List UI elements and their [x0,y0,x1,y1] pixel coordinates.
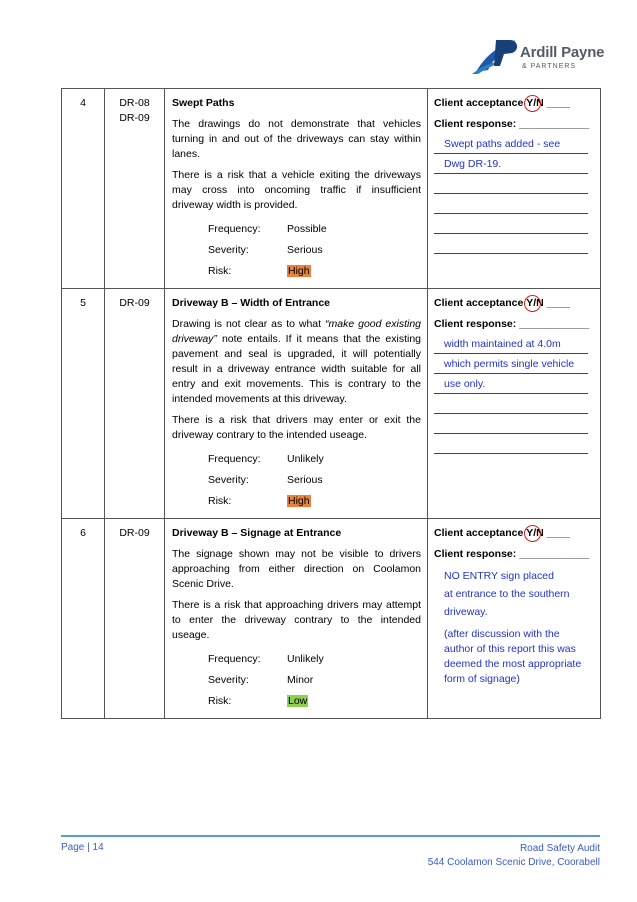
client-acceptance: Client acceptance Y /N ____ [434,526,594,541]
response-lines [434,134,594,254]
item-description [165,89,428,289]
risk-row: Risk: High [208,495,310,507]
item-paragraph: There is a risk that a vehicle exiting the driveways may cross into oncoming traffic if insufficient driveway width is provided. [172,169,421,211]
severity-row: Severity: Serious [208,240,421,261]
acceptance-yes-circled: Y [526,526,533,541]
page-number: Page | 14 [61,842,104,853]
logo-sub: & PARTNERS [522,63,577,70]
response-line: width maintained at 4.0m [434,334,588,354]
item-paragraph: The signage shown may not be visible to drivers approaching from either direction on Coolamon Scenic Drive. [172,548,421,590]
table-row [62,89,601,289]
site-address: 544 Coolamon Scenic Drive, Coorabell [427,857,600,868]
table-row [62,519,601,719]
logo-mark-icon [470,36,522,76]
client-response-cell [428,289,601,519]
response-line: which permits single vehicle [434,354,588,374]
item-paragraph: There is a risk that approaching drivers may attempt to enter the driveway contrary to the intended useage. [172,599,421,641]
client-acceptance: Client acceptance Y /N ____ [434,96,594,111]
drawing-ref: DR-09 [119,527,150,539]
severity-row: Severity: Minor [208,670,421,691]
item-number: 6 [62,519,105,719]
item-paragraph: There is a risk that drivers may enter or exit the driveway contrary to the intended useage. [172,414,421,441]
item-description [165,519,428,719]
risk-value: High [288,495,310,507]
response-lines [434,334,594,454]
drawing-refs [105,519,165,719]
client-response-label: Client response: ____________ [434,118,590,130]
response-line [434,394,588,414]
response-line [434,214,588,234]
item-number: 4 [62,89,105,289]
response-line: Dwg DR-19. [434,154,588,174]
item-description [165,289,428,519]
drawing-ref: DR-09 [119,297,150,309]
risk-value: High [288,265,310,277]
company-logo [470,36,605,76]
frequency-value: Possible [287,223,327,235]
severity-row: Severity: Serious [208,470,421,491]
client-acceptance: Client acceptance Y /N ____ [434,296,594,311]
frequency-row: Frequency: Unlikely [208,449,421,470]
item-paragraph: The drawings do not demonstrate that vehicles turning in and out of the driveways can stay within lanes. [172,118,421,160]
item-title: Driveway B – Width of Entrance [172,297,331,309]
response-line [434,194,588,214]
response-line: Swept paths added - see [434,134,588,154]
response-line [434,414,588,434]
drawing-refs [105,289,165,519]
severity-value: Serious [287,474,323,486]
frequency-row: Frequency: Possible [208,219,421,240]
client-response-label: Client response: ____________ [434,318,590,330]
item-paragraph: Drawing is not clear as to what “make good existing driveway” note entails. If it means that the existing pavement and seal is upgraded, it will potentially result in a driveway entrance width suitable for all entry and exit movements. This is contrary to the intended movements at this driveway. [172,318,421,405]
client-response-note: (after discussion with the author of this report this was deemed the most appropriate form of signage) [444,628,582,685]
item-title: Driveway B – Signage at Entrance [172,527,342,539]
response-line [434,174,588,194]
drawing-refs [105,89,165,289]
footer-info [428,842,600,870]
logo-name: Ardill Payne [520,44,605,61]
item-number: 5 [62,289,105,519]
item-title: Swept Paths [172,97,235,109]
drawing-ref: DR-08 [119,97,150,109]
acceptance-yes-circled: Y [526,296,533,311]
frequency-value: Unlikely [287,653,324,665]
frequency-row: Frequency: Unlikely [208,649,421,670]
client-response-text: NO ENTRY sign placed at entrance to the southern driveway. [444,570,570,618]
risk-row: Risk: High [208,265,310,277]
severity-value: Serious [287,244,323,256]
response-line [434,234,588,254]
document-title: Road Safety Audit [519,843,600,854]
table-row [62,289,601,519]
frequency-value: Unlikely [287,453,324,465]
footer-divider [61,835,600,837]
client-response-label: Client response: ____________ [434,548,590,560]
severity-value: Minor [287,674,314,686]
risk-row: Risk: Low [208,695,308,707]
drawing-ref: DR-09 [119,112,150,124]
client-response-cell [428,89,601,289]
client-response-cell [428,519,601,719]
audit-table [61,88,601,719]
response-line [434,434,588,454]
risk-value: Low [288,695,308,707]
acceptance-yes-circled: Y [526,96,533,111]
response-line: use only. [434,374,588,394]
